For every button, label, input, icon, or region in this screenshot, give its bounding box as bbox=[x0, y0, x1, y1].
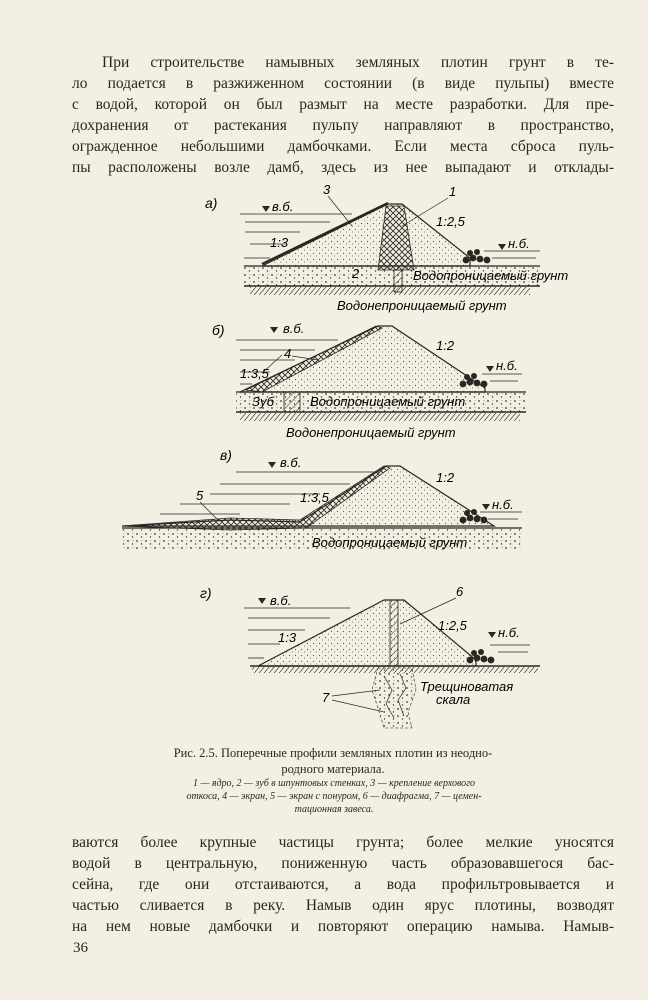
layer-label: Водонепроницаемый грунт bbox=[286, 425, 456, 440]
water-level-marker-icon bbox=[268, 462, 276, 468]
callout-number: 3 bbox=[323, 182, 331, 197]
water-level-marker-icon bbox=[258, 598, 266, 604]
page-number: 36 bbox=[73, 940, 88, 956]
rock-label: Трещиноватая bbox=[420, 679, 514, 694]
water-level-marker-icon bbox=[270, 327, 278, 333]
water-level-marker-icon bbox=[488, 632, 496, 638]
slope-down-label: 1:2,5 bbox=[438, 618, 467, 633]
water-level-marker-icon bbox=[482, 504, 490, 510]
text-line: При строительстве намывных земляных плотин грунт в те- bbox=[102, 54, 614, 71]
upstream-level-label: в.б. bbox=[272, 199, 294, 214]
figure-caption bbox=[118, 745, 548, 777]
text-line: дохранения от растекания пульпу направляют в пространство, bbox=[72, 117, 614, 134]
legend-line: откоса, 4 — экран, 5 — экран с понуром, 6 — диафрагма, 7 — цемен- bbox=[186, 791, 482, 802]
slope-down-label: 1:2 bbox=[436, 338, 455, 353]
panel-c bbox=[122, 447, 522, 550]
text-line: на нем новые дамбочки и повторяют операцию намыва. Намыв- bbox=[72, 918, 614, 935]
upstream-level-label: в.б. bbox=[270, 593, 292, 608]
callout-number: 1 bbox=[449, 184, 457, 199]
impermeable-soil bbox=[250, 287, 530, 295]
panel-d-letter: г) bbox=[200, 585, 212, 601]
layer-label: Водонепроницаемый грунт bbox=[337, 298, 507, 313]
text-line: с водой, которой он был размыт на месте разработки. Для пре- bbox=[72, 96, 614, 113]
text-line: ло подается в разжиженном состоянии (в виде пульпы) вместе bbox=[72, 75, 614, 92]
callout-number: 6 bbox=[456, 584, 464, 599]
panel-b-letter: б) bbox=[212, 322, 225, 338]
layer-label: Водопроницаемый грунт bbox=[413, 268, 569, 283]
text-line: сейна, где они отстаиваются, а вода профильтровывается и bbox=[72, 876, 614, 893]
text-line: ваются более крупные частицы грунта; более мелкие уносятся bbox=[72, 834, 614, 851]
figure-legend bbox=[124, 777, 544, 816]
panel-b bbox=[212, 321, 526, 440]
downstream-level-label: н.б. bbox=[508, 236, 530, 251]
callout-number: 2 bbox=[352, 266, 360, 281]
callout-number: 5 bbox=[196, 488, 204, 503]
layer-label: Водопроницаемый грунт bbox=[310, 394, 466, 409]
diaphragm bbox=[390, 600, 398, 666]
upstream-level-label: в.б. bbox=[280, 455, 302, 470]
callout-number: 7 bbox=[322, 690, 330, 705]
slope-up-label: 1:3 bbox=[270, 235, 289, 250]
text-line: частью сливается в реку. Намыв один ярус плотины, возводят bbox=[72, 897, 614, 914]
caption-line: Рис. 2.5. Поперечные профили земляных плотин из неодно- bbox=[173, 746, 493, 760]
slope-up-label: 1:3,5 bbox=[300, 490, 329, 505]
grout-curtain bbox=[372, 668, 416, 728]
text-line: водой в центральную, пониженную часть образовавшегося бас- bbox=[72, 855, 614, 872]
downstream-level-label: н.б. bbox=[496, 358, 518, 373]
panel-a-letter: а) bbox=[205, 195, 218, 211]
slope-down-label: 1:2,5 bbox=[436, 214, 465, 229]
slope-up-label: 1:3,5 bbox=[240, 366, 269, 381]
text-line: огражденное небольшими дамбочками. Если места сброса пуль- bbox=[72, 138, 614, 155]
water-level-marker-icon bbox=[498, 244, 506, 250]
layer-label: Водопроницаемый грунт bbox=[312, 535, 468, 550]
panel-a bbox=[205, 182, 568, 313]
panel-c-letter: в) bbox=[220, 447, 232, 463]
legend-line: 1 — ядро, 2 — зуб в шпунтовых стенках, 3 — крепление верхового bbox=[192, 778, 476, 789]
slope-up-label: 1:3 bbox=[278, 630, 297, 645]
caption-line: родного материала. bbox=[281, 762, 385, 776]
panel-d bbox=[200, 584, 540, 728]
legend-line: тационная завеса. bbox=[294, 804, 374, 815]
tooth-label: Зуб bbox=[252, 394, 275, 409]
callout-number: 4 bbox=[284, 346, 292, 361]
downstream-level-label: н.б. bbox=[492, 497, 514, 512]
water-level-marker-icon bbox=[262, 206, 270, 212]
slope-down-label: 1:2 bbox=[436, 470, 455, 485]
water-level-marker-icon bbox=[486, 366, 494, 372]
upstream-level-label: в.б. bbox=[283, 321, 305, 336]
downstream-level-label: н.б. bbox=[498, 625, 520, 640]
text-line: пы расположены возле дамб, здесь из нее выпадают и отклады- bbox=[72, 159, 614, 176]
paragraph-bottom bbox=[72, 832, 614, 937]
rock-label: скала bbox=[436, 692, 471, 707]
impermeable-soil bbox=[240, 413, 520, 421]
